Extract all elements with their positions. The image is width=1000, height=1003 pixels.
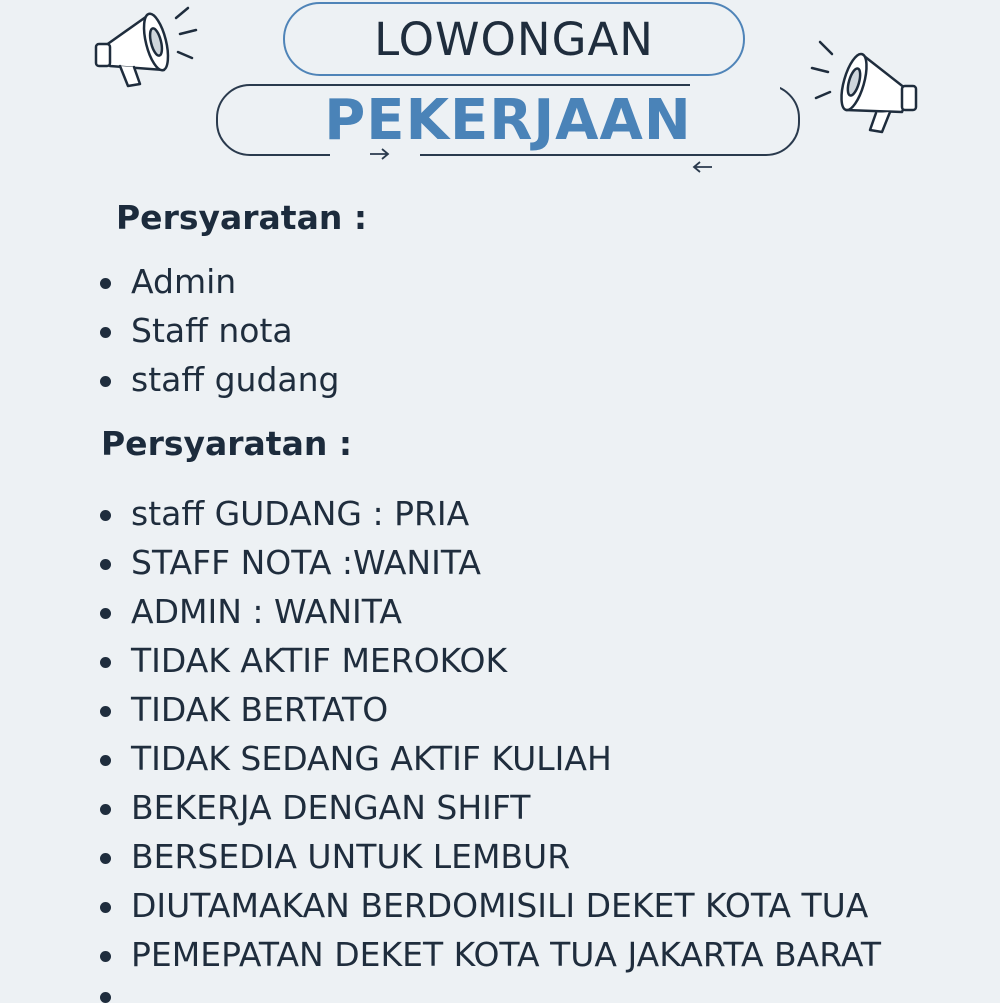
list-item: BEKERJA DENGAN SHIFT — [98, 783, 881, 832]
list-item: TIDAK AKTIF MEROKOK — [98, 636, 881, 685]
list-item: BERSEDIA UNTUK LEMBUR — [98, 832, 881, 881]
list-item: TIDAK SEDANG AKTIF KULIAH — [98, 734, 881, 783]
header-line1: LOWONGAN — [374, 12, 654, 66]
bullet-dot — [100, 992, 111, 1003]
header-line2: PEKERJAAN — [324, 87, 692, 153]
list-item: staff GUDANG : PRIA — [98, 489, 881, 538]
section2-heading: Persyaratan : — [101, 424, 353, 463]
list-item: Admin — [98, 257, 339, 306]
section1-heading: Persyaratan : — [116, 198, 368, 237]
header-badge-top — [283, 2, 745, 76]
list-item: ADMIN : WANITA — [98, 587, 881, 636]
list-item: STAFF NOTA :WANITA — [98, 538, 881, 587]
list-item: DIUTAMAKAN BERDOMISILI DEKET KOTA TUA — [98, 881, 881, 930]
section2-list — [98, 489, 881, 979]
megaphone-icon — [88, 0, 208, 100]
arrow-left-icon — [690, 160, 712, 174]
megaphone-icon — [806, 30, 926, 140]
list-item: Staff nota — [98, 306, 339, 355]
list-item: staff gudang — [98, 355, 339, 404]
section1-list — [98, 257, 339, 404]
list-item: TIDAK BERTATO — [98, 685, 881, 734]
list-item: PEMEPATAN DEKET KOTA TUA JAKARTA BARAT — [98, 930, 881, 979]
